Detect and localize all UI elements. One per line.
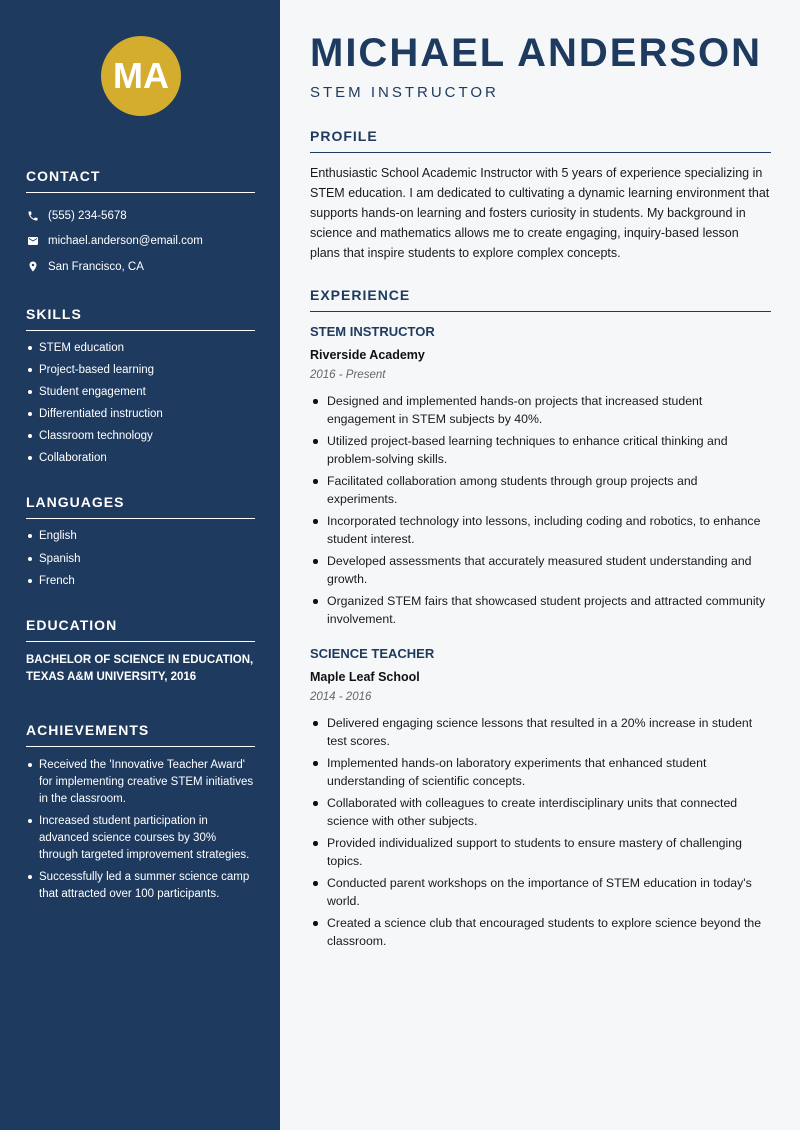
- languages-heading: LANGUAGES: [26, 494, 255, 519]
- contact-email: [26, 229, 255, 255]
- job-entry: [310, 324, 771, 628]
- profile-text: Enthusiastic School Academic Instructor with 5 years of experience specializing in STEM education. I am dedicated to cultivating a dynamic learning environment that supports hands-on learning and fosters curiosity in students. My background in science and mathematics allows me to create engaging, inquiry-based lesson plans that inspire students to explore complex concepts.: [310, 166, 770, 260]
- job-bullet: Facilitated collaboration among students through group projects and experiments.: [310, 472, 771, 508]
- education-heading: EDUCATION: [26, 617, 255, 642]
- job-bullet: Organized STEM fairs that showcased student projects and attracted community involvement.: [310, 592, 771, 628]
- contact-phone: [26, 203, 255, 229]
- skill-item: Collaboration: [26, 451, 255, 465]
- avatar: [101, 36, 181, 116]
- achievement-item: Successfully led a summer science camp that attracted over 100 participants.: [26, 869, 255, 903]
- location-pin-icon: [26, 260, 40, 274]
- job-dates: 2014 - 2016: [310, 691, 372, 703]
- phone-text: (555) 234-5678: [48, 209, 127, 222]
- profile-heading: PROFILE: [310, 128, 771, 153]
- contact-heading: CONTACT: [26, 168, 255, 193]
- skills-heading: SKILLS: [26, 306, 255, 331]
- education-line-2: TEXAS A&M UNIVERSITY, 2016: [26, 670, 197, 683]
- achievements-list: [26, 757, 255, 903]
- job-entry: [310, 646, 771, 950]
- achievement-item: Increased student participation in advanced science courses by 30% through targeted improvement strategies.: [26, 813, 255, 864]
- language-item: Spanish: [26, 552, 255, 566]
- job-bullet: Designed and implemented hands-on projects that increased student engagement in STEM subjects by 40%.: [310, 392, 771, 428]
- mail-icon: [26, 234, 40, 248]
- job-bullet: Implemented hands-on laboratory experiments that enhanced student understanding of scientific concepts.: [310, 754, 771, 790]
- phone-icon: [26, 209, 40, 223]
- candidate-role: STEM INSTRUCTOR: [310, 84, 499, 101]
- profile-section: [310, 128, 771, 263]
- language-item: English: [26, 529, 255, 543]
- job-bullet: Utilized project-based learning techniques to enhance critical thinking and problem-solving skills.: [310, 432, 771, 468]
- skill-item: Differentiated instruction: [26, 407, 255, 421]
- location-text: San Francisco, CA: [48, 260, 144, 273]
- experience-heading: EXPERIENCE: [310, 287, 771, 312]
- contact-location: [26, 254, 255, 280]
- achievements-heading: ACHIEVEMENTS: [26, 722, 255, 747]
- job-bullets: [310, 392, 771, 628]
- job-bullets: [310, 714, 771, 950]
- skill-item: Project-based learning: [26, 363, 255, 377]
- sidebar: [0, 0, 280, 1130]
- job-bullet: Created a science club that encouraged students to explore science beyond the classroom.: [310, 914, 771, 950]
- contact-section: [26, 168, 255, 280]
- email-text: michael.anderson@email.com: [48, 235, 203, 248]
- achievement-item: Received the 'Innovative Teacher Award' for implementing creative STEM initiatives in the classroom.: [26, 757, 255, 808]
- education-degree: [26, 652, 255, 686]
- job-company: Maple Leaf School: [310, 670, 420, 684]
- job-bullet: Incorporated technology into lessons, including coding and robotics, to enhance student interest.: [310, 512, 771, 548]
- education-line-1: BACHELOR OF SCIENCE IN EDUCATION,: [26, 653, 254, 666]
- candidate-name: MICHAEL ANDERSON: [310, 31, 763, 75]
- main-content: [280, 0, 800, 1130]
- job-dates: 2016 - Present: [310, 369, 386, 381]
- languages-section: [26, 494, 255, 587]
- job-bullet: Provided individualized support to students to ensure mastery of challenging topics.: [310, 834, 771, 870]
- language-item: French: [26, 574, 255, 588]
- job-bullet: Delivered engaging science lessons that resulted in a 20% increase in student test scores.: [310, 714, 771, 750]
- education-section: [26, 617, 255, 686]
- skill-item: Student engagement: [26, 385, 255, 399]
- achievements-section: [26, 722, 255, 903]
- job-bullet: Conducted parent workshops on the importance of STEM education in today's world.: [310, 874, 771, 910]
- skill-item: Classroom technology: [26, 429, 255, 443]
- job-bullet: Collaborated with colleagues to create interdisciplinary units that connected science with other subjects.: [310, 794, 771, 830]
- job-company: Riverside Academy: [310, 348, 425, 362]
- contact-list: [26, 203, 255, 280]
- experience-section: [310, 287, 771, 950]
- job-title: SCIENCE TEACHER: [310, 646, 435, 661]
- skills-list: [26, 341, 255, 466]
- skills-section: [26, 306, 255, 466]
- avatar-initials: MA: [113, 55, 169, 96]
- skill-item: STEM education: [26, 341, 255, 355]
- languages-list: [26, 529, 255, 587]
- job-bullet: Developed assessments that accurately measured student understanding and growth.: [310, 552, 771, 588]
- job-title: STEM INSTRUCTOR: [310, 324, 435, 339]
